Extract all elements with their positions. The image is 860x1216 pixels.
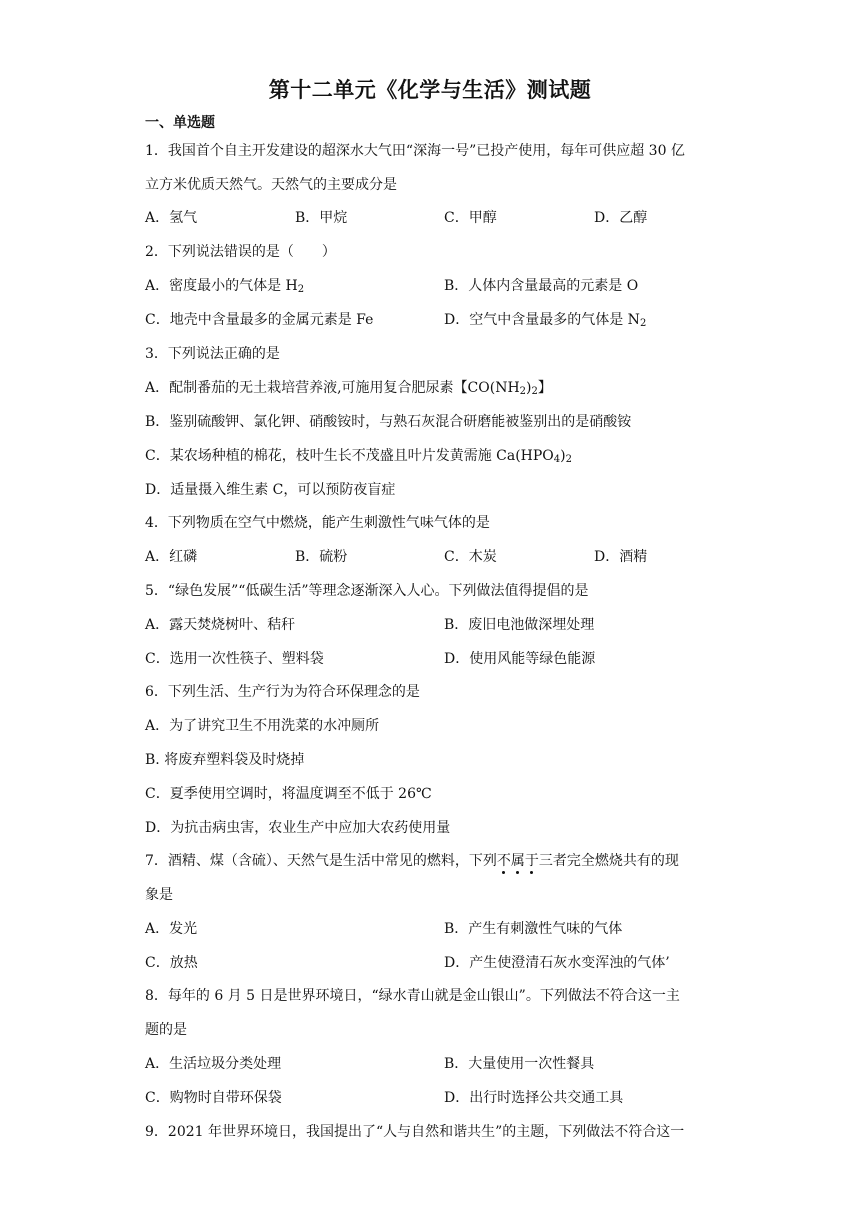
q2-option-d-sub: 2 [639,318,647,329]
q2-option-a-sub: 2 [297,284,305,295]
q2-option-b: B．人体内含量最高的元素是 O [444,278,639,294]
q6-option-c: C．夏季使用空调时，将温度调至不低于 26℃ [145,786,432,802]
q3-option-c-paren: ) [560,448,566,464]
q6-option-d: D．为抗击病虫害，农业生产中应加大农药使用量 [145,820,451,836]
section-heading: 一、单选题 [145,115,215,131]
q2-option-d-text: D．空气中含量最多的气体是 N [444,312,640,328]
q6-option-a: A．为了讲究卫生不用洗菜的水冲厕所 [145,718,380,734]
q7-stem-line1 [145,851,679,871]
q3-option-a-bracket: 】 [537,380,552,396]
q3-option-a [145,378,552,398]
q6-stem: 6．下列生活、生产行为为符合环保理念的是 [145,684,420,700]
q3-option-c [145,446,572,466]
q4-option-d: D．酒精 [594,549,648,565]
q6-option-b: B. 将废弃塑料袋及时烧掉 [145,752,305,768]
q3-option-d: D．适量摄入维生素 C，可以预防夜盲症 [145,482,396,498]
q5-option-b: B．废旧电池做深埋处理 [444,617,595,633]
q4-option-a: A．红磷 [145,549,198,565]
q3-option-a-text: A．配制番茄的无土栽培营养液,可施用复合肥尿素【CO(NH [145,380,520,396]
q2-stem: 2．下列说法错误的是（ ） [145,244,336,260]
q4-option-c: C．木炭 [444,549,497,565]
q7-stem-pre: 7．酒精、煤（含硫）、天然气是生活中常见的燃料，下列 [145,853,497,869]
q8-option-d: D．出行时选择公共交通工具 [444,1090,624,1106]
q7-emphasis-char-2: 属 [510,853,525,869]
q5-option-a: A．露天焚烧树叶、秸秆 [145,617,296,633]
q5-stem: 5．“绿色发展”“低碳生活”等理念逐渐深入人心。下列做法值得提倡的是 [145,583,589,599]
q1-option-b: B．甲烷 [295,210,348,226]
q3-option-c-sub1: 4 [553,454,561,465]
page-title: 第十二单元《化学与生活》测试题 [268,78,592,102]
q1-option-a: A．氢气 [145,210,198,226]
q1-stem-line1: 1．我国首个自主开发建设的超深水大气田“深海一号”已投产使用，每年可供应超 30 亿 [145,143,685,159]
q7-stem-post: 三者完全燃烧共有的现 [538,853,679,869]
q5-option-d: D．使用风能等绿色能源 [444,651,596,667]
q4-stem: 4．下列物质在空气中燃烧，能产生刺激性气味气体的是 [145,515,490,531]
q1-stem-line2: 立方米优质天然气。天然气的主要成分是 [145,177,397,193]
q7-option-b: B．产生有刺激性气味的气体 [444,921,623,937]
q3-option-a-sub2: 2 [531,386,538,397]
q8-option-b: B．大量使用一次性餐具 [444,1056,595,1072]
q9-stem-line1: 9．2021 年世界环境日，我国提出了“人与自然和谐共生”的主题，下列做法不符合这一 [145,1124,685,1140]
q7-option-a: A．发光 [145,921,198,937]
q4-option-b: B．硫粉 [295,549,348,565]
q1-option-c: C．甲醇 [444,210,497,226]
q3-option-c-sub2: 2 [565,454,573,465]
q7-option-d: D．产生使澄清石灰水变浑浊的气体’ [444,955,670,971]
q3-option-a-paren: ) [526,380,532,396]
q8-option-c: C．购物时自带环保袋 [145,1090,282,1106]
q8-stem-line1: 8．每年的 6 月 5 日是世界环境日，“绿水青山就是金山银山”。下列做法不符合这一主 [145,988,680,1004]
q7-stem-line2: 象是 [145,887,173,903]
q1-option-d: D．乙醇 [594,210,648,226]
q2-option-a [145,276,304,296]
q8-option-a: A．生活垃圾分类处理 [145,1056,282,1072]
q7-option-c: C．放热 [145,955,198,971]
q2-option-d [444,310,646,330]
q3-option-a-sub1: 2 [519,386,527,397]
q8-stem-line2: 题的是 [145,1022,187,1038]
q3-option-c-text: C．某农场种植的棉花，枝叶生长不茂盛且叶片发黄需施 Ca(HPO [145,448,554,464]
q3-stem: 3．下列说法正确的是 [145,346,280,362]
q3-option-b: B．鉴别硫酸钾、氯化钾、硝酸铵时，与熟石灰混合研磨能被鉴别出的是硝酸铵 [145,414,632,430]
q7-emphasis-char-1: 不 [496,853,511,869]
q2-option-c: C．地壳中含量最多的金属元素是 Fe [145,312,374,328]
q7-emphasis-char-3: 于 [524,853,539,869]
q2-option-a-text: A．密度最小的气体是 H [145,278,298,294]
q5-option-c: C．选用一次性筷子、塑料袋 [145,651,324,667]
